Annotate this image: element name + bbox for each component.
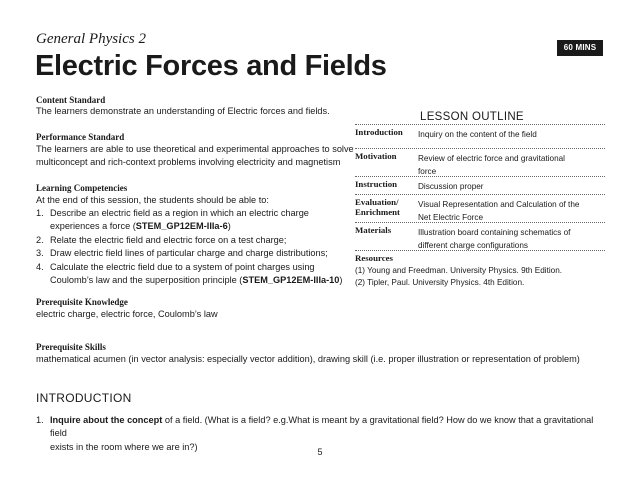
- outline-row-introduction: Introduction Inquiry on the content of the field: [355, 124, 605, 149]
- competency-item: 1. Describe an electric field as a region in which an electric charge experiences a force (STEM_GP12EM-IIIa-6): [36, 208, 309, 232]
- prerequisite-knowledge-heading: Prerequisite Knowledge: [36, 297, 128, 307]
- performance-standard-line1: The learners are able to use theoretical and experimental approaches to solve: [36, 144, 354, 154]
- outline-row-instruction: Instruction Discussion proper: [355, 176, 605, 195]
- resource-item: (2) Tipler, Paul. University Physics. 4th Edition.: [355, 278, 525, 287]
- introduction-item: 1. Inquire about the concept of a field. (What is a field? e.g.What is meant by a gravitational field? How do we know that a gravitational field exists in the room where we are in?): [36, 415, 594, 452]
- competency-item: 4. Calculate the electric field due to a system of point charges using Coulomb’s law and the superposition principle (STEM_GP12EM-IIIa-10): [36, 261, 343, 286]
- competency-code: STEM_GP12EM-IIIa-6: [135, 221, 228, 232]
- duration-badge: 60 MINS: [557, 40, 603, 56]
- lesson-outline-title: LESSON OUTLINE: [420, 111, 524, 123]
- content-standard-text: The learners demonstrate an understanding of Electric forces and fields.: [36, 106, 330, 116]
- competency-list: [36, 207, 346, 287]
- performance-standard-heading: Performance Standard: [36, 132, 125, 142]
- learning-competencies-heading: Learning Competencies: [36, 183, 128, 193]
- outline-row-materials: Materials Illustration board containing schematics of different charge configurations: [355, 222, 605, 251]
- introduction-item-emphasis: Inquire about the concept: [50, 415, 163, 425]
- competency-item: 3. Draw electric field lines of particular charge and charge distributions;: [36, 248, 328, 259]
- page-title: Electric Forces and Fields: [35, 50, 387, 82]
- prerequisite-skills-heading: Prerequisite Skills: [36, 342, 106, 352]
- prerequisite-knowledge-text: electric charge, electric force, Coulomb’s law: [36, 309, 218, 319]
- resource-item: (1) Young and Freedman. University Physics. 9th Edition.: [355, 266, 563, 275]
- page-number: 5: [317, 447, 323, 457]
- subject-label: General Physics 2: [36, 31, 146, 47]
- content-standard-heading: Content Standard: [36, 95, 106, 105]
- outline-row-evaluation: Evaluation/ Enrichment Visual Representation and Calculation of the Net Electric Force: [355, 194, 605, 223]
- introduction-heading: INTRODUCTION: [36, 391, 132, 405]
- competency-code: STEM_GP12EM-IIIa-10: [242, 275, 340, 286]
- outline-divider: [355, 250, 605, 251]
- resources-heading: Resources: [355, 253, 393, 263]
- performance-standard-line2: multiconcept and rich-context problems involving electricity and magnetism: [36, 157, 341, 167]
- outline-row-motivation: Motivation Review of electric force and gravitational force: [355, 148, 605, 177]
- learning-competencies-intro: At the end of this session, the students should be able to:: [36, 195, 269, 205]
- competency-item: 2. Relate the electric field and electric force on a test charge;: [36, 234, 287, 245]
- prerequisite-skills-text: mathematical acumen (in vector analysis: especially vector addition), drawing skill (i.e. proper illustration or representation of problem): [36, 354, 580, 364]
